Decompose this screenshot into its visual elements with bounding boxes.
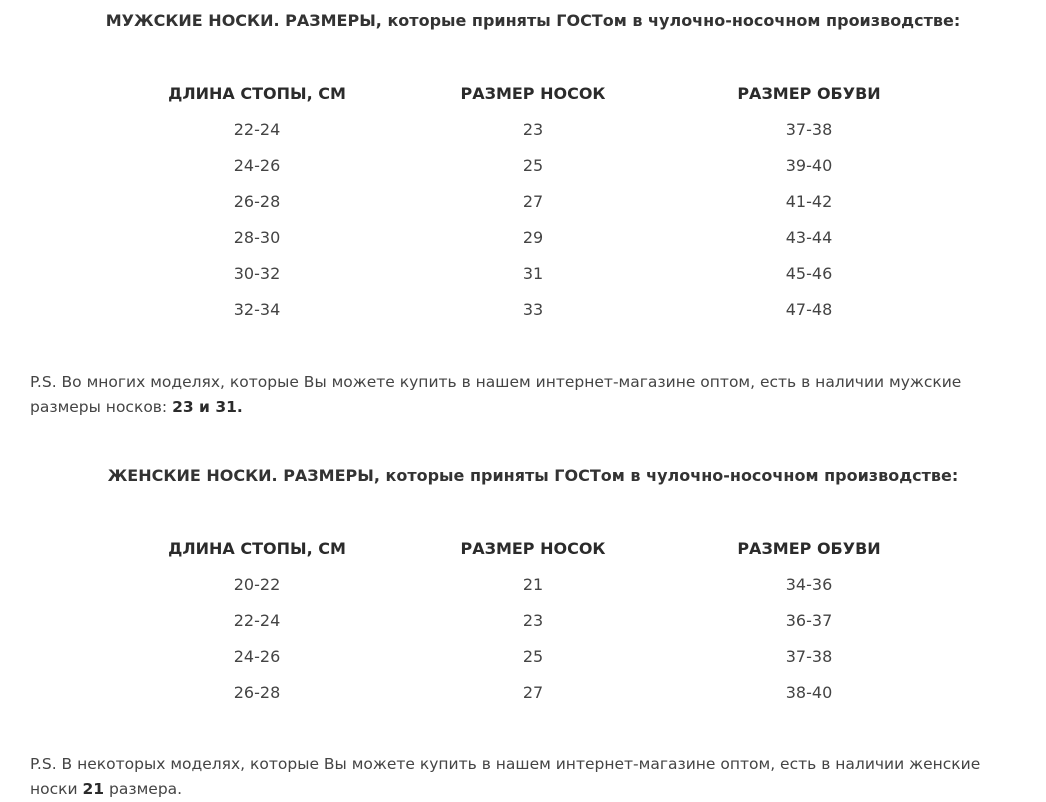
sock-size-cell: 23 xyxy=(522,610,544,630)
shoe-size-cell: 37-38 xyxy=(785,646,833,666)
table-row xyxy=(122,674,944,710)
table-row xyxy=(122,566,944,602)
mens-ps-note xyxy=(30,370,1020,420)
sock-size-cell: 25 xyxy=(522,646,544,666)
womens-ps-text: P.S. В некоторых моделях, которые Вы можете купить в нашем интернет-магазине оптом, есть в наличии женские носки xyxy=(30,755,981,798)
mens-heading-rest: , которые приняты ГОСТом в чулочно-носочном производстве: xyxy=(375,11,961,30)
foot-length-cell: 30-32 xyxy=(233,263,281,283)
column-header-sock-size: РАЗМЕР НОСОК xyxy=(460,83,606,103)
sock-size-cell: 21 xyxy=(522,574,544,594)
column-header-shoe-size: РАЗМЕР ОБУВИ xyxy=(737,538,881,558)
mens-size-table xyxy=(122,75,944,327)
shoe-size-cell: 47-48 xyxy=(785,299,833,319)
womens-ps-bold-size: 21 xyxy=(82,780,105,798)
mens-heading-bold: МУЖСКИЕ НОСКИ. РАЗМЕРЫ xyxy=(105,11,376,30)
table-row xyxy=(122,219,944,255)
foot-length-cell: 24-26 xyxy=(233,646,281,666)
womens-ps-note xyxy=(30,752,1020,802)
column-header-shoe-size: РАЗМЕР ОБУВИ xyxy=(737,83,881,103)
foot-length-cell: 22-24 xyxy=(233,610,281,630)
shoe-size-cell: 36-37 xyxy=(785,610,833,630)
sock-size-cell: 29 xyxy=(522,227,544,247)
sock-size-cell: 27 xyxy=(522,682,544,702)
foot-length-cell: 22-24 xyxy=(233,119,281,139)
sock-size-cell: 27 xyxy=(522,191,544,211)
mens-table-header-row xyxy=(122,75,944,111)
foot-length-cell: 32-34 xyxy=(233,299,281,319)
sock-size-cell: 31 xyxy=(522,263,544,283)
sock-size-cell: 33 xyxy=(522,299,544,319)
womens-heading-rest: , которые приняты ГОСТом в чулочно-носочном производстве: xyxy=(373,466,959,485)
table-row xyxy=(122,638,944,674)
table-row xyxy=(122,111,944,147)
shoe-size-cell: 34-36 xyxy=(785,574,833,594)
table-row xyxy=(122,602,944,638)
foot-length-cell: 20-22 xyxy=(233,574,281,594)
womens-size-table xyxy=(122,530,944,710)
table-row xyxy=(122,291,944,327)
mens-heading xyxy=(0,11,1046,30)
foot-length-cell: 26-28 xyxy=(233,682,281,702)
womens-heading-bold: ЖЕНСКИЕ НОСКИ. РАЗМЕРЫ xyxy=(107,466,374,485)
mens-ps-text: P.S. Во многих моделях, которые Вы можете купить в нашем интернет-магазине оптом, есть в наличии мужские размеры носков: xyxy=(30,373,962,416)
column-header-foot-length: ДЛИНА СТОПЫ, СМ xyxy=(168,83,346,103)
column-header-sock-size: РАЗМЕР НОСОК xyxy=(460,538,606,558)
foot-length-cell: 24-26 xyxy=(233,155,281,175)
sock-size-cell: 23 xyxy=(522,119,544,139)
column-header-foot-length: ДЛИНА СТОПЫ, СМ xyxy=(168,538,346,558)
foot-length-cell: 28-30 xyxy=(233,227,281,247)
womens-heading xyxy=(0,466,1046,485)
shoe-size-cell: 43-44 xyxy=(785,227,833,247)
shoe-size-cell: 45-46 xyxy=(785,263,833,283)
table-row xyxy=(122,255,944,291)
shoe-size-cell: 37-38 xyxy=(785,119,833,139)
sock-size-cell: 25 xyxy=(522,155,544,175)
womens-ps-tail: размера. xyxy=(104,780,183,798)
womens-table-header-row xyxy=(122,530,944,566)
shoe-size-cell: 38-40 xyxy=(785,682,833,702)
shoe-size-cell: 41-42 xyxy=(785,191,833,211)
table-row xyxy=(122,147,944,183)
foot-length-cell: 26-28 xyxy=(233,191,281,211)
table-row xyxy=(122,183,944,219)
mens-ps-bold-sizes: 23 и 31. xyxy=(172,398,243,416)
shoe-size-cell: 39-40 xyxy=(785,155,833,175)
